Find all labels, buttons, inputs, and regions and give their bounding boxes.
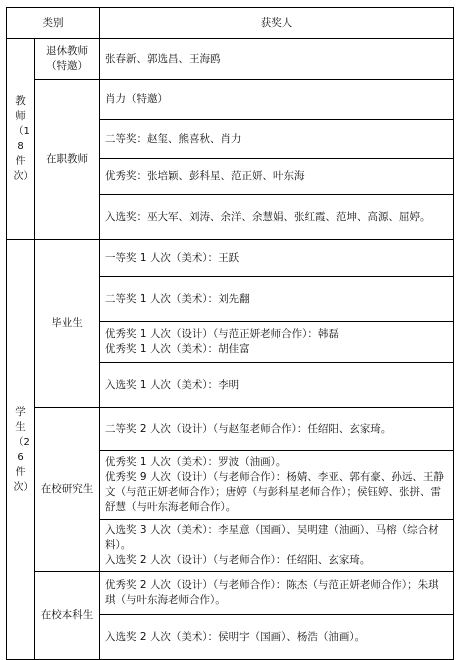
group-label: 教师 bbox=[15, 95, 26, 122]
subcategory-undergrads: 在校本科生 bbox=[35, 572, 100, 660]
table-row bbox=[7, 408, 454, 451]
table-row bbox=[7, 80, 454, 120]
winners-cell: 优秀奖 1 人次（设计）（与范正妍老师合作）：韩磊 优秀奖 1 人次（美术）：胡佳富 bbox=[100, 322, 454, 363]
group-count: （26件次） bbox=[13, 436, 34, 493]
header-winners: 获奖人 bbox=[100, 8, 454, 39]
winners-cell: 二等奖 1 人次（美术）：刘先翻 bbox=[100, 277, 454, 322]
winners-cell: 入选奖 2 人次（美术）：侯明宇（国画）、杨浩（油画）。 bbox=[100, 615, 454, 660]
winners-cell: 一等奖 1 人次（美术）：王跃 bbox=[100, 240, 454, 277]
winners-cell: 入选奖 1 人次（美术）：李明 bbox=[100, 363, 454, 408]
winners-cell: 张春新、郭选昌、王海鸥 bbox=[100, 39, 454, 80]
group-label: 学生 bbox=[15, 405, 26, 433]
subcategory-grad-students: 在校研究生 bbox=[35, 408, 100, 572]
winners-cell: 入选奖 3 人次（美术）：李星意（国画）、吴明建（油画）、马榕（综合材料）。 入选奖 2 人次（设计）（与老师合作）：任绍阳、玄家琦。 bbox=[100, 520, 454, 572]
table-row bbox=[7, 240, 454, 277]
winners-cell: 二等奖：赵玺、熊喜秋、肖力 bbox=[100, 120, 454, 159]
winners-cell: 入选奖：巫大军、刘涛、余洋、余慧娟、张红霞、范坤、高源、屈婷。 bbox=[100, 195, 454, 240]
subcategory-retired: 退休教师（特邀） bbox=[35, 39, 100, 80]
subcategory-graduates: 毕业生 bbox=[35, 240, 100, 408]
awards-table bbox=[6, 7, 454, 660]
table-row bbox=[7, 39, 454, 80]
group-students bbox=[7, 240, 35, 660]
group-count: （18件次） bbox=[13, 126, 34, 182]
subcategory-active-teachers: 在职教师 bbox=[35, 80, 100, 240]
winners-cell: 二等奖 2 人次（设计）（与赵玺老师合作）：任绍阳、玄家琦。 bbox=[100, 408, 454, 451]
winners-cell: 优秀奖 1 人次（美术）：罗波（油画）。 优秀奖 9 人次（设计）（与老师合作）：杨婧、李亚、郭有豪、孙远、王静文（与范正妍老师合作）；唐婷（与彭科星老师合作）；侯钰婷、张拼、雷舒慧（与叶东海老师合作）。 bbox=[100, 451, 454, 520]
group-teachers bbox=[7, 39, 35, 240]
winners-cell: 优秀奖 2 人次（设计）（与老师合作）：陈杰（与范正妍老师合作）；朱琪琪（与叶东海老师合作）。 bbox=[100, 572, 454, 615]
winners-cell: 优秀奖：张培颖、彭科星、范正妍、叶东海 bbox=[100, 159, 454, 195]
winners-cell: 肖力（特邀） bbox=[100, 80, 454, 120]
header-category: 类别 bbox=[7, 8, 100, 39]
header-row bbox=[7, 8, 454, 39]
table-row bbox=[7, 572, 454, 615]
